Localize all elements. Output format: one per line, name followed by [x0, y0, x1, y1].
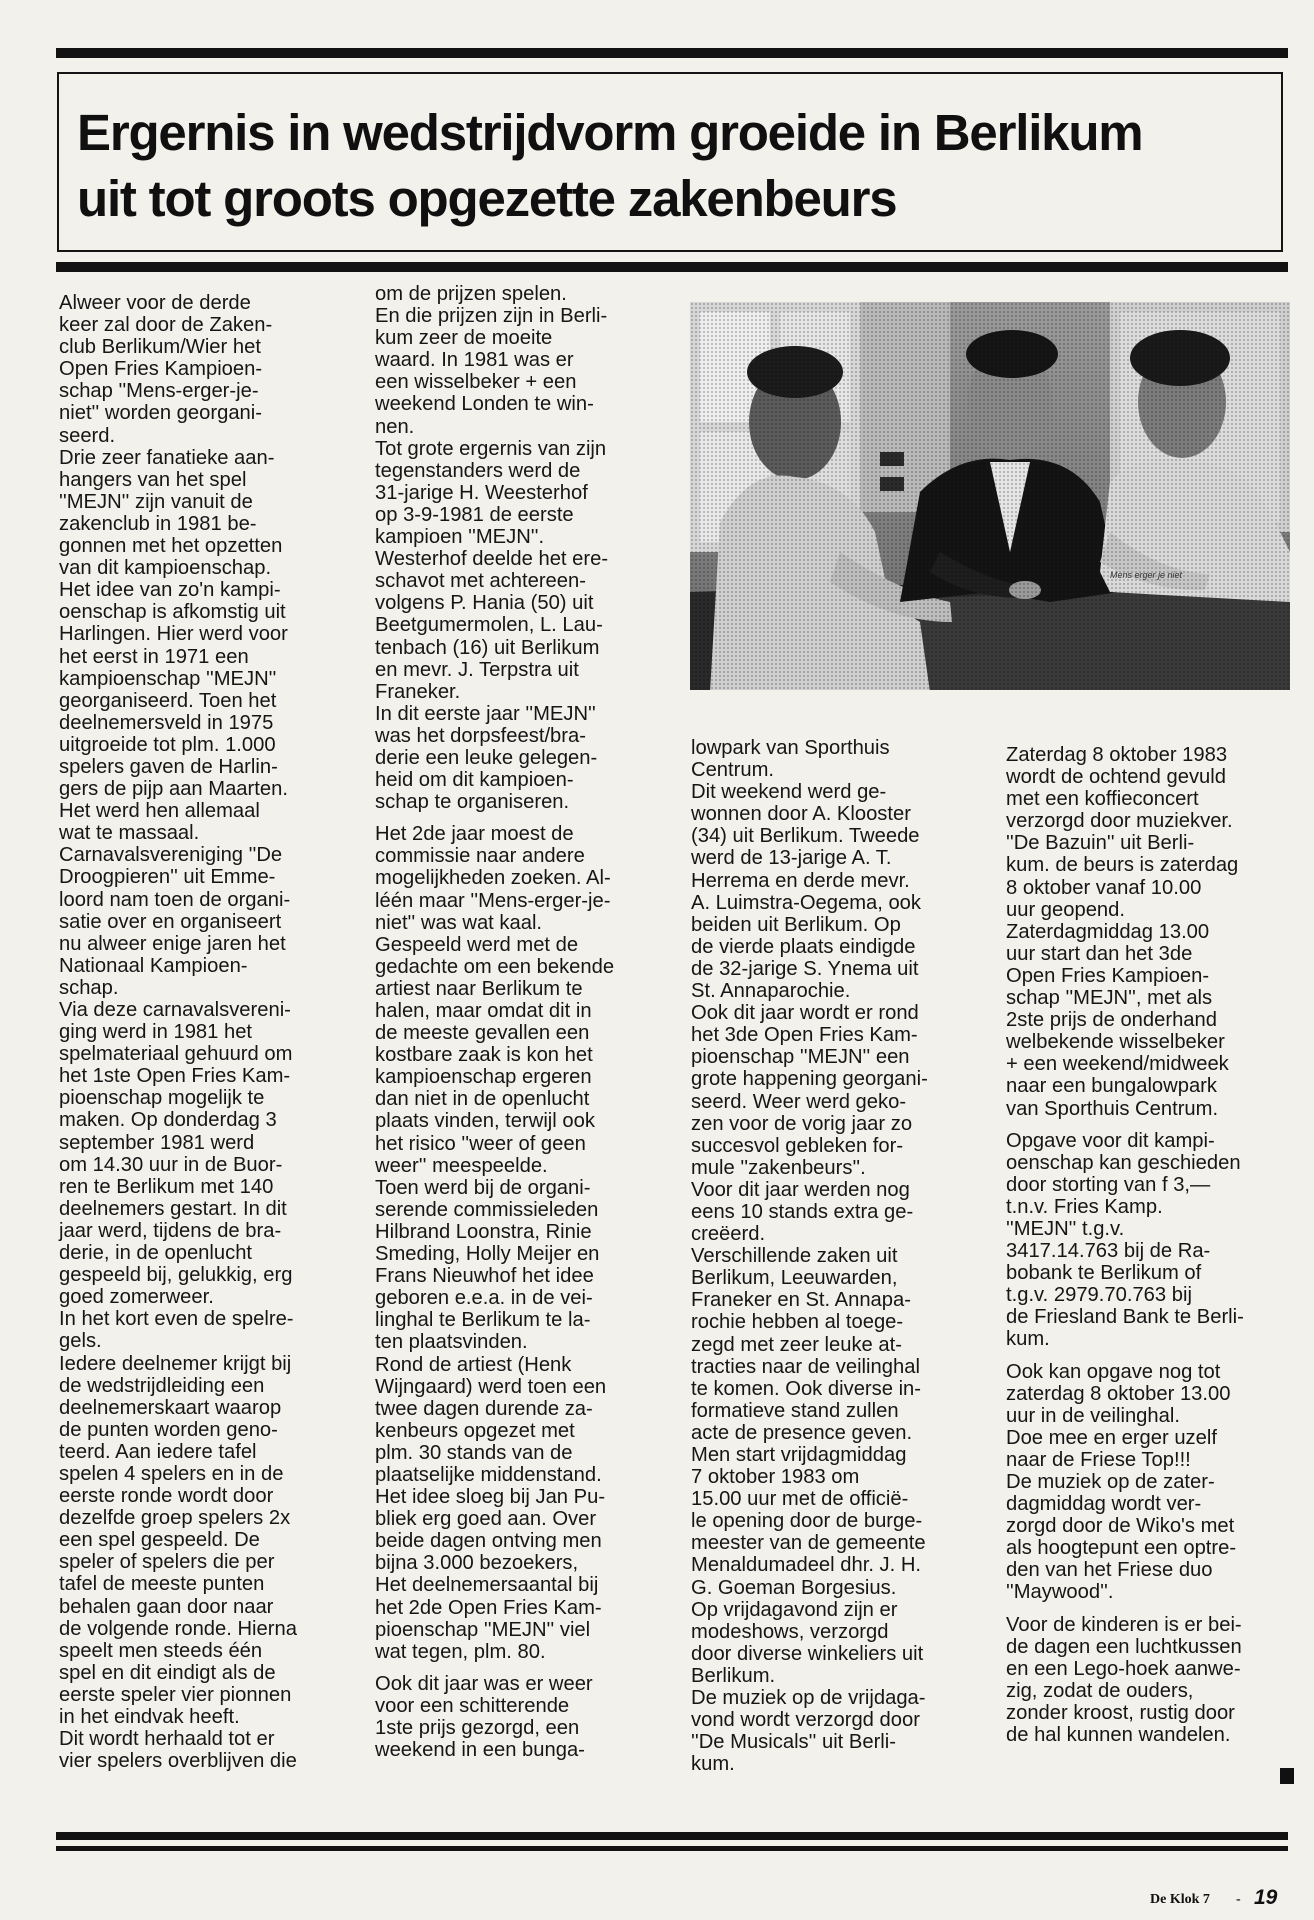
text-line: spel en dit eindigt als de [59, 1661, 276, 1684]
text-line: 8 oktober vanaf 10.00 [1006, 876, 1202, 899]
text-line: Via deze carnavalsvereni- [59, 999, 291, 1021]
text-line: zorgd door de Wiko's met [1006, 1515, 1235, 1538]
text-line: modeshows, verzorgd [691, 1620, 889, 1643]
text-line: plm. 30 stands van de [375, 1441, 573, 1464]
text-line: den van het Friese duo [1006, 1559, 1213, 1582]
text-line: oenschap kan geschieden [1006, 1151, 1241, 1174]
text-line: linghal te Berlikum te la- [375, 1309, 591, 1332]
page-number: 19 [1254, 1886, 1278, 1909]
text-line: en mevr. J. Terpstra uit [375, 658, 579, 681]
text-line: Zaterdagmiddag 13.00 [1006, 920, 1210, 943]
text-line: deelnemers gestart. In dit [59, 1197, 287, 1220]
text-line: Harlingen. Hier werd voor [59, 623, 288, 646]
text-line: kum. de beurs is zaterdag [1006, 854, 1239, 877]
article-column-3 [691, 737, 981, 1775]
text-line: Franeker en St. Annapa- [691, 1289, 911, 1312]
text-line: twee dagen durende za- [375, 1397, 593, 1420]
text-line: t.n.v. Fries Kamp. [1006, 1195, 1163, 1218]
text-line: zaterdag 8 oktober 13.00 [1006, 1382, 1231, 1405]
text-line: eens 10 stands extra ge- [691, 1200, 914, 1223]
text-line: georganiseerd. Toen het [59, 689, 277, 712]
text-line: + een weekend/midweek [1006, 1053, 1229, 1076]
text-line: Open Fries Kampioen- [59, 358, 263, 381]
footer-rule-1 [56, 1832, 1288, 1840]
text-line: Berlikum, Leeuwarden, [691, 1267, 898, 1290]
text-line: Voor de kinderen is er bei- [1006, 1613, 1242, 1636]
text-line: Opgave voor dit kampi- [1006, 1129, 1215, 1152]
text-line: eerste ronde wordt door [59, 1485, 274, 1508]
text-line: beiden uit Berlikum. Op [691, 913, 901, 936]
text-line: kampioenschap ergeren [375, 1066, 592, 1089]
text-line: naar een bungalowpark [1006, 1075, 1218, 1098]
text-line: lowpark van Sporthuis [691, 737, 890, 759]
text-line: Carnavalsvereniging ''De [59, 844, 283, 867]
text-line: halen, maar omdat dit in [375, 1000, 592, 1022]
text-line: bobank te Berlikum of [1006, 1262, 1202, 1285]
text-line: een spel gespeeld. De [59, 1529, 260, 1552]
text-line: spelmateriaal gehuurd om [59, 1043, 293, 1066]
text-line: ''MEJN'' zijn vanuit de [59, 490, 253, 513]
photo-box-text: Mens erger je niet [1110, 570, 1183, 580]
text-line: 3417.14.763 bij de Ra- [1006, 1240, 1211, 1263]
text-line: nu alweer enige jaren het [59, 932, 286, 955]
text-line: Doe mee en erger uzelf [1006, 1426, 1217, 1449]
text-line: Het werd hen allemaal [59, 800, 260, 823]
text-line: Smeding, Holly Meijer en [375, 1243, 600, 1266]
text-line: hangers van het spel [59, 468, 247, 491]
text-line: Dit weekend werd ge- [691, 781, 887, 804]
text-line: zig, zodat de ouders, [1006, 1679, 1194, 1702]
text-line: Rond de artiest (Henk [375, 1353, 572, 1376]
text-line: Alweer voor de derde [59, 292, 251, 314]
text-line: A. Luimstra-Oegema, ook [691, 891, 922, 914]
text-line: schap te organiseren. [375, 791, 570, 814]
headline [77, 100, 1142, 232]
text-line: teerd. Aan iedere tafel [59, 1440, 257, 1463]
article-column-4 [1006, 744, 1296, 1746]
text-line: van Sporthuis Centrum. [1006, 1097, 1219, 1120]
text-line: rochie hebben al toege- [691, 1311, 904, 1334]
headline-line-1: Ergernis in wedstrijdvorm groeide in Berlikum [77, 104, 1143, 161]
text-line: En die prijzen zijn in Berli- [375, 305, 608, 328]
text-line: dan niet in de openlucht [375, 1088, 590, 1111]
text-line: Beetgumermolen, L. Lau- [375, 614, 603, 637]
text-line: t.g.v. 2979.70.763 bij [1006, 1284, 1192, 1307]
text-line: Verschillende zaken uit [691, 1245, 898, 1268]
text-line: formatieve stand zullen [691, 1399, 899, 1422]
text-line: weekend in een bunga- [375, 1739, 585, 1762]
text-line: de hal kunnen wandelen. [1006, 1724, 1231, 1747]
text-line: tafel de meeste punten [59, 1573, 265, 1596]
article-column-2 [375, 283, 665, 1761]
text-line: een wisselbeker + een [375, 371, 577, 394]
text-line: ''Maywood''. [1006, 1581, 1114, 1604]
text-line: kostbare zaak is kon het [375, 1044, 593, 1067]
text-line: gedachte om een bekende [375, 955, 615, 978]
text-line: voor een schitterende [375, 1694, 570, 1717]
text-line: Het idee sloeg bij Jan Pu- [375, 1486, 606, 1509]
text-line: keer zal door de Zaken- [59, 314, 273, 337]
text-line: St. Annaparochie. [691, 980, 851, 1003]
text-line: Het deelnemersaantal bij [375, 1574, 599, 1597]
text-line: in het eindvak heeft. [59, 1706, 240, 1728]
text-line: pioenschap ''MEJN'' viel [375, 1618, 591, 1641]
text-line: De muziek op de vrijdaga- [691, 1687, 926, 1710]
text-line: uur in de veilinghal. [1006, 1404, 1180, 1427]
text-line: spelen 4 spelers en in de [59, 1462, 284, 1485]
text-line: grote happening georgani- [691, 1068, 928, 1091]
text-line: deelnemerskaart waarop [59, 1396, 282, 1419]
text-line: kum zeer de moeite [375, 327, 553, 350]
text-line: zonder kroost, rustig door [1006, 1701, 1235, 1724]
text-line: jaar werd, tijdens de bra- [59, 1219, 282, 1242]
text-line: ten plaatsvinden. [375, 1331, 528, 1354]
headline-bottom-rule [56, 262, 1288, 272]
text-line: spelers gaven de Harlin- [59, 755, 278, 778]
text-line: speelt men steeds één [59, 1639, 263, 1662]
footer-source: De Klok 7 [1150, 1892, 1210, 1907]
text-line: oenschap is afkomstig uit [59, 601, 286, 624]
text-line: zakenclub in 1981 be- [59, 512, 257, 535]
article-photo [690, 302, 1290, 690]
text-line: de wedstrijdleiding een [59, 1374, 265, 1397]
text-line: 2ste prijs de onderhand [1006, 1009, 1217, 1032]
text-line: ren te Berlikum met 140 [59, 1175, 274, 1198]
text-line: Ook dit jaar wordt er rond [691, 1002, 919, 1025]
text-line: mule ''zakenbeurs''. [691, 1156, 866, 1179]
text-line: Westerhof deelde het ere- [375, 548, 609, 571]
text-line: commissie naar andere [375, 845, 585, 868]
text-line: ''De Musicals'' uit Berli- [691, 1731, 896, 1754]
text-line: nen. [375, 415, 415, 438]
text-line: welbekende wisselbeker [1006, 1031, 1225, 1054]
text-line: Centrum. [691, 759, 775, 782]
text-line: maken. Op donderdag 3 [59, 1109, 277, 1132]
text-line: dagmiddag wordt ver- [1006, 1493, 1202, 1516]
text-line: op 3-9-1981 de eerste [375, 503, 574, 526]
text-line: Ook dit jaar was er weer [375, 1672, 593, 1695]
text-line: kampioen ''MEJN''. [375, 526, 545, 549]
text-line: pioenschap mogelijk te [59, 1087, 265, 1110]
text-line: als hoogtepunt een optre- [1006, 1537, 1237, 1560]
article-column-1 [59, 292, 347, 1772]
text-line: naar de Friese Top!!! [1006, 1448, 1191, 1471]
text-line: satie over en organiseert [59, 910, 282, 933]
text-line: de vierde plaats eindigde [691, 935, 916, 958]
text-line: weekend Londen te win- [375, 393, 594, 416]
text-line: mogelijkheden zoeken. Al- [375, 867, 611, 890]
text-line: succesvol gebleken for- [691, 1134, 904, 1157]
text-line: weer'' meespeelde. [375, 1154, 548, 1177]
text-line: gonnen met het opzetten [59, 535, 283, 558]
text-line: gels. [59, 1330, 102, 1353]
text-line: en een Lego-hoek aanwe- [1006, 1657, 1241, 1680]
text-line: plaatselijke middenstand. [375, 1463, 602, 1486]
text-line: In dit eerste jaar ''MEJN'' [375, 702, 596, 725]
text-line: de dagen een luchtkussen [1006, 1635, 1242, 1658]
text-line: de Friesland Bank te Berli- [1006, 1306, 1244, 1329]
text-line: door storting van f 3,— [1006, 1173, 1211, 1196]
text-line: september 1981 werd [59, 1131, 255, 1154]
text-line: Tot grote ergernis van zijn [375, 437, 607, 460]
text-line: acte de presence geven. [691, 1421, 913, 1444]
text-line: met een koffieconcert [1006, 788, 1199, 811]
text-line: Nationaal Kampioen- [59, 954, 248, 977]
text-line: 31-jarige H. Weesterhof [375, 481, 588, 504]
text-line: uitgroeide tot plm. 1.000 [59, 733, 276, 756]
text-line: goed zomerweer. [59, 1286, 214, 1309]
text-line: Frans Nieuwhof het idee [375, 1265, 594, 1288]
text-line: vier spelers overblijven die [59, 1750, 297, 1773]
text-line: was het dorpsfeest/bra- [375, 724, 586, 747]
text-line: In het kort even de spelre- [59, 1308, 294, 1331]
text-line: kum. [691, 1753, 735, 1776]
text-line: uur geopend. [1006, 898, 1125, 921]
text-line: Open Fries Kampioen- [1006, 964, 1210, 987]
text-line: tracties naar de veilinghal [691, 1355, 920, 1378]
footer-rule-2 [56, 1846, 1288, 1851]
text-line: geboren e.e.a. in de vei- [375, 1287, 593, 1310]
text-line: bliek erg goed aan. Over [375, 1508, 597, 1531]
text-line: Iedere deelnemer krijgt bij [59, 1352, 292, 1375]
text-line: kenbeurs opgezet met [375, 1419, 575, 1442]
text-line: Het 2de jaar moest de [375, 823, 574, 846]
text-line: ''De Bazuin'' uit Berli- [1006, 832, 1195, 855]
text-line: ging werd in 1981 het [59, 1021, 253, 1044]
text-line: eerste speler vier pionnen [59, 1683, 292, 1706]
text-line: club Berlikum/Wier het [59, 336, 261, 359]
text-line: behalen gaan door naar [59, 1595, 274, 1618]
text-line: het risico ''weer of geen [375, 1132, 586, 1155]
text-line: serende commissieleden [375, 1198, 599, 1221]
text-line: Drie zeer fanatieke aan- [59, 446, 275, 469]
text-line: door diverse winkeliers uit [691, 1642, 924, 1665]
text-line: wat te massaal. [59, 822, 200, 845]
text-line: uur start dan het 3de [1006, 942, 1193, 965]
text-line: Op vrijdagavond zijn er [691, 1598, 898, 1621]
top-rule [56, 48, 1288, 58]
text-line: creëerd. [691, 1223, 766, 1246]
text-line: bijna 3.000 bezoekers, [375, 1552, 579, 1575]
text-line: dezelfde groep spelers 2x [59, 1507, 291, 1530]
text-line: niet'' was wat kaal. [375, 911, 543, 934]
text-line: wordt de ochtend gevuld [1006, 766, 1226, 789]
text-line: tegenstanders werd de [375, 459, 581, 482]
text-line: om 14.30 uur in de Buor- [59, 1153, 283, 1176]
text-line: tenbach (16) uit Berlikum [375, 636, 600, 659]
page-footer [1150, 1886, 1290, 1910]
text-line: pioenschap ''MEJN'' een [691, 1046, 910, 1069]
text-line: schap ''Mens-erger-je- [59, 380, 259, 403]
text-line: le opening door de burge- [691, 1510, 923, 1533]
text-line: derie, in de openlucht [59, 1242, 253, 1265]
text-line: Toen werd bij de organi- [375, 1176, 591, 1199]
text-line: kum. [1006, 1328, 1050, 1351]
text-line: Berlikum. [691, 1664, 776, 1687]
text-line: loord nam toen de organi- [59, 888, 291, 911]
text-line: kampioenschap ''MEJN'' [59, 667, 277, 690]
text-line: Ook kan opgave nog tot [1006, 1360, 1221, 1383]
text-line: wonnen door A. Klooster [691, 803, 911, 826]
text-line: Men start vrijdagmiddag [691, 1444, 907, 1466]
text-line: ''MEJN'' t.g.v. [1006, 1217, 1125, 1240]
text-line: gers de pijp aan Maarten. [59, 778, 288, 801]
text-line: niet'' worden georgani- [59, 402, 262, 425]
text-line: Herrema en derde mevr. [691, 869, 910, 892]
text-line: 7 oktober 1983 om [691, 1466, 860, 1489]
text-line: léén maar ''Mens-erger-je- [375, 889, 611, 912]
text-line: artiest naar Berlikum te [375, 977, 583, 1000]
text-line: Droogpieren'' uit Emme- [59, 866, 276, 889]
article-end-mark [1280, 1768, 1294, 1784]
headline-line-2: uit tot groots opgezette zakenbeurs [77, 170, 897, 227]
headline-box [57, 72, 1283, 252]
text-line: gespeeld bij, gelukkig, erg [59, 1264, 293, 1287]
text-line: Voor dit jaar werden nog [691, 1178, 910, 1201]
text-line: Gespeeld werd met de [375, 933, 579, 956]
text-line: De muziek op de zater- [1006, 1471, 1215, 1493]
text-line: van dit kampioenschap. [59, 557, 272, 580]
text-line: de 32-jarige S. Ynema uit [691, 957, 919, 980]
text-line: schap. [59, 976, 119, 999]
text-line: heid om dit kampioen- [375, 769, 574, 792]
text-line: het 2de Open Fries Kam- [375, 1596, 602, 1619]
text-line: seerd. Weer werd geko- [691, 1090, 907, 1113]
text-line: verzorgd door muziekver. [1006, 810, 1233, 833]
text-line: vond wordt verzorgd door [691, 1709, 920, 1732]
text-line: Zaterdag 8 oktober 1983 [1006, 744, 1228, 766]
text-line: seerd. [59, 424, 116, 447]
text-line: G. Goeman Borgesius. [691, 1576, 897, 1599]
footer-separator: - [1236, 1892, 1241, 1907]
text-line: derie een leuke gelegen- [375, 746, 598, 769]
text-line: wat tegen, plm. 80. [375, 1640, 546, 1663]
text-line: plaats vinden, terwijl ook [375, 1110, 595, 1133]
text-line: 1ste prijs gezorgd, een [375, 1717, 580, 1739]
text-line: de volgende ronde. Hierna [59, 1617, 297, 1640]
text-line: Dit wordt herhaald tot er [59, 1728, 275, 1751]
text-line: 15.00 uur met de officië- [691, 1488, 909, 1511]
text-line: werd de 13-jarige A. T. [691, 847, 892, 870]
text-line: (34) uit Berlikum. Tweede [691, 825, 920, 848]
text-line: het eerst in 1971 een [59, 645, 249, 668]
text-line: de meeste gevallen een [375, 1022, 590, 1045]
text-line: Franeker. [375, 680, 461, 703]
text-line: de punten worden geno- [59, 1418, 278, 1441]
text-line: zen voor de vorig jaar zo [691, 1112, 913, 1135]
text-line: Menaldumadeel dhr. J. H. [691, 1554, 922, 1577]
text-line: volgens P. Hania (50) uit [375, 592, 594, 615]
text-line: zegd met zeer leuke at- [691, 1333, 902, 1356]
text-line: deelnemersveld in 1975 [59, 711, 274, 734]
text-line: te komen. Ook diverse in- [691, 1377, 922, 1400]
text-line: om de prijzen spelen. [375, 283, 567, 305]
text-line: speler of spelers die per [59, 1551, 275, 1574]
text-line: Het idee van zo'n kampi- [59, 579, 281, 602]
text-line: schavot met achtereen- [375, 570, 586, 593]
text-line: beide dagen ontving men [375, 1530, 602, 1553]
text-line: het 1ste Open Fries Kam- [59, 1065, 291, 1088]
text-line: schap ''MEJN'', met als [1006, 987, 1213, 1010]
text-line: het 3de Open Fries Kam- [691, 1024, 918, 1047]
text-line: Wijngaard) werd toen een [375, 1375, 607, 1398]
text-line: waard. In 1981 was er [375, 349, 574, 372]
photo-three-men-playing-board-game [690, 302, 1290, 690]
text-line: Hilbrand Loonstra, Rinie [375, 1220, 592, 1243]
text-line: meester van de gemeente [691, 1532, 926, 1555]
